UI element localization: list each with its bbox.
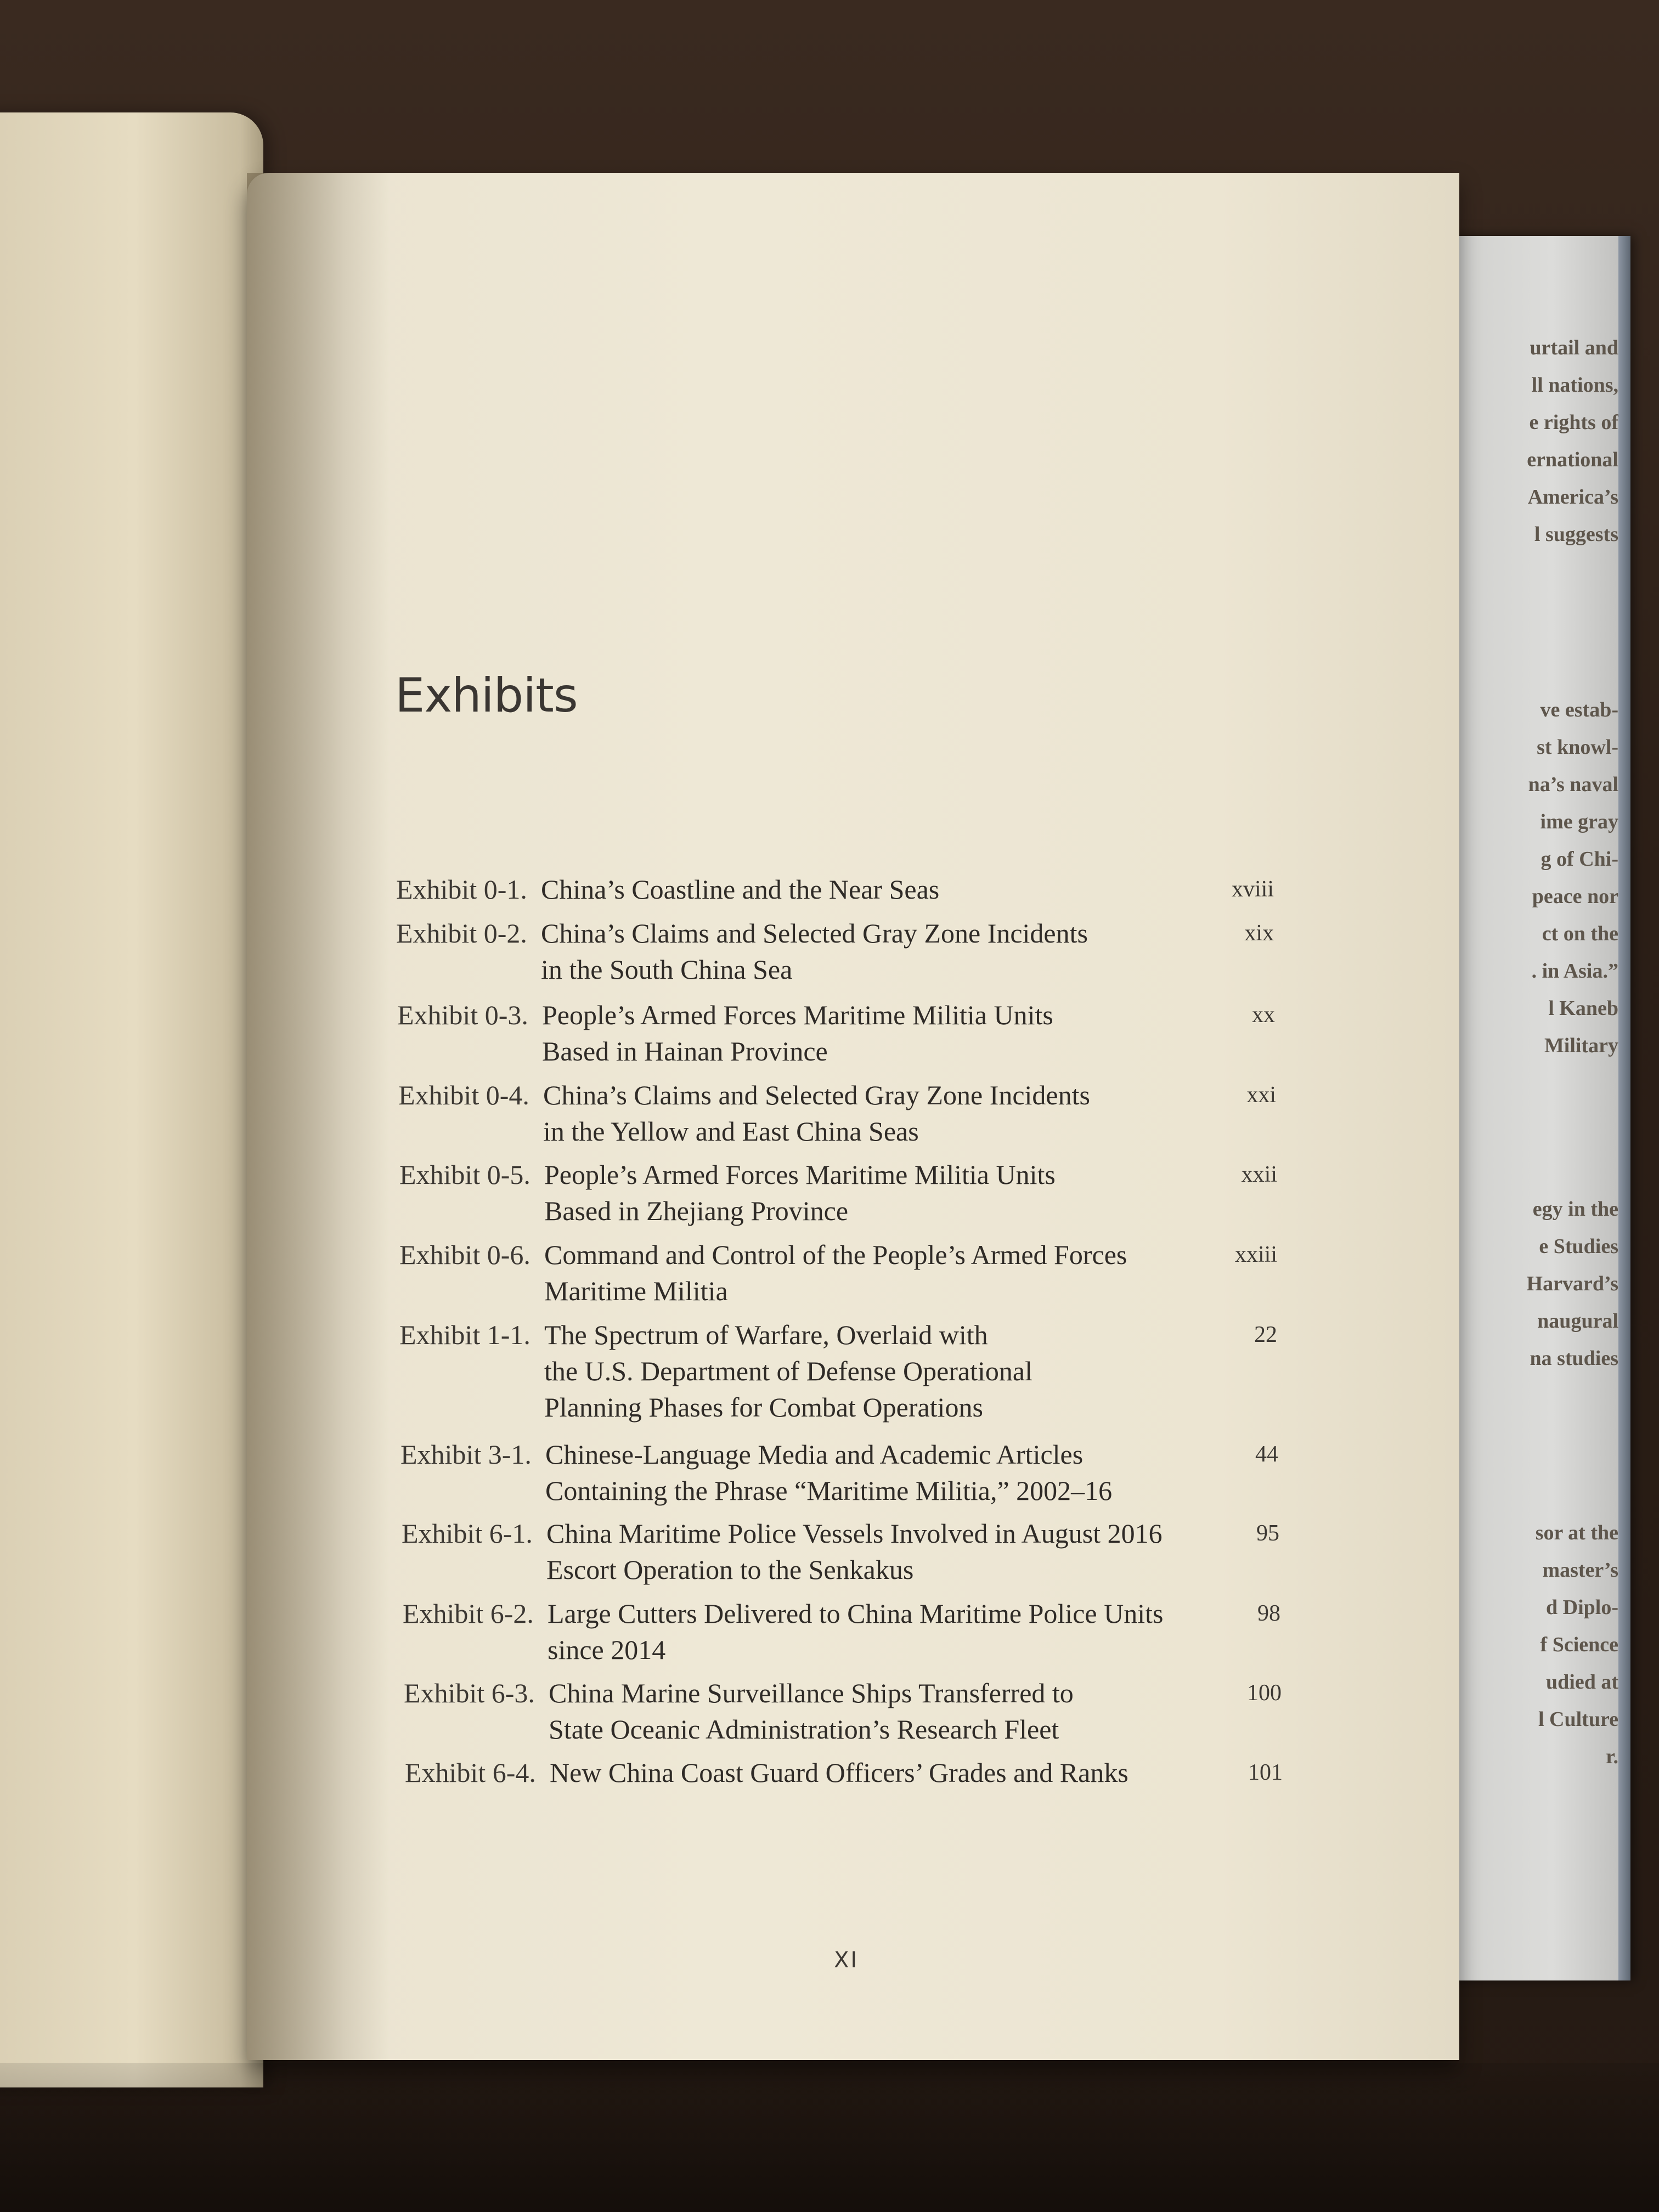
exhibit-title <box>543 1077 1190 1149</box>
exhibit-number: Exhibit 0-6. <box>399 1239 531 1270</box>
exhibit-page-number: 95 <box>1256 1521 1279 1546</box>
exhibit-title-line: China Marine Surveillance Ships Transferred to <box>549 1678 1074 1708</box>
exhibit-number: Exhibit 3-1. <box>400 1439 532 1470</box>
exhibit-page-number: xxi <box>1246 1082 1276 1108</box>
bottom-shadow <box>0 2063 1659 2212</box>
exhibit-number: Exhibit 6-3. <box>404 1678 535 1708</box>
exhibit-number: Exhibit 0-2. <box>396 918 527 949</box>
back-cover-text-line: egy in the <box>1532 1198 1618 1221</box>
back-cover-text-line: naugural <box>1537 1310 1618 1333</box>
exhibit-title <box>542 997 1189 1069</box>
back-cover-text-line: Military <box>1544 1034 1618 1057</box>
back-cover-text-line: l Culture <box>1538 1708 1618 1731</box>
exhibit-page-number: xviii <box>1231 877 1274 902</box>
back-cover-text-line: ll nations, <box>1531 374 1618 397</box>
exhibit-title-line: Based in Zhejiang Province <box>544 1195 849 1226</box>
exhibit-page-number: 98 <box>1257 1601 1280 1626</box>
exhibit-title-line: Escort Operation to the Senkakus <box>546 1554 914 1585</box>
back-cover-text-line: peace nor <box>1532 885 1618 908</box>
exhibit-title <box>550 1754 1197 1791</box>
exhibit-page-number: 100 <box>1247 1680 1282 1706</box>
exhibit-title-line: People’s Armed Forces Maritime Militia Units <box>544 1159 1056 1190</box>
exhibit-number: Exhibit 1-1. <box>399 1319 531 1350</box>
exhibit-number: Exhibit 0-4. <box>398 1080 529 1110</box>
exhibit-page-number: xxii <box>1241 1162 1277 1187</box>
exhibit-title <box>544 1237 1192 1309</box>
exhibit-title-line: State Oceanic Administration’s Research Fleet <box>549 1714 1059 1745</box>
exhibit-title-line: Command and Control of the People’s Armed Forces <box>544 1239 1127 1270</box>
exhibit-number: Exhibit 6-4. <box>405 1757 536 1788</box>
exhibit-title-line: Containing the Phrase “Maritime Militia,” 2002–16 <box>545 1475 1113 1506</box>
exhibit-title <box>548 1595 1195 1668</box>
page-title: Exhibits <box>395 668 578 723</box>
exhibit-title-line: Chinese-Language Media and Academic Articles <box>545 1439 1084 1470</box>
exhibit-title-line: Large Cutters Delivered to China Maritime Police Units <box>548 1598 1164 1629</box>
back-cover-text-line: g of Chi- <box>1541 848 1618 871</box>
exhibit-number: Exhibit 0-1. <box>396 874 527 905</box>
exhibit-title-line: The Spectrum of Warfare, Overlaid with <box>544 1319 988 1350</box>
back-cover-text-line: e rights of <box>1529 411 1618 434</box>
back-cover-text-line: d Diplo- <box>1546 1596 1618 1619</box>
exhibit-page-number: 44 <box>1255 1442 1278 1467</box>
exhibit-title <box>541 915 1188 988</box>
exhibit-title-line: in the Yellow and East China Seas <box>543 1116 919 1147</box>
back-cover-text-line: r. <box>1606 1745 1618 1768</box>
page-number: XI <box>834 1948 859 1973</box>
back-cover-text-line: ime gray <box>1540 810 1618 833</box>
exhibit-title-line: People’s Armed Forces Maritime Militia Units <box>542 1000 1053 1030</box>
exhibit-title-line: Maritime Militia <box>544 1276 728 1306</box>
exhibit-title-line: Based in Hainan Province <box>542 1036 828 1066</box>
exhibit-title-line: Planning Phases for Combat Operations <box>544 1392 983 1423</box>
back-cover-text-line: ve estab- <box>1540 698 1618 721</box>
exhibit-number: Exhibit 0-3. <box>397 1000 528 1030</box>
exhibit-title-line: China’s Claims and Selected Gray Zone Incidents <box>541 918 1088 949</box>
back-cover-text-line: ct on the <box>1542 922 1618 945</box>
exhibit-number: Exhibit 0-5. <box>399 1159 531 1190</box>
back-cover-text-line: l Kaneb <box>1548 997 1618 1020</box>
exhibit-page-number: 101 <box>1248 1760 1283 1785</box>
exhibit-title <box>549 1675 1196 1747</box>
back-cover-text-line: . in Asia.” <box>1531 960 1618 983</box>
back-cover-text-line: na’s naval <box>1528 773 1618 796</box>
exhibit-number: Exhibit 6-2. <box>403 1598 534 1629</box>
exhibit-title <box>544 1317 1192 1425</box>
back-cover-text-line: America’s <box>1527 486 1618 509</box>
exhibit-page-number: xix <box>1244 921 1274 946</box>
back-cover-text-line: urtail and <box>1530 336 1618 359</box>
exhibit-title <box>541 871 1188 907</box>
back-cover-text-line: f Science <box>1540 1633 1618 1656</box>
back-cover-text-line: Harvard’s <box>1526 1272 1618 1295</box>
back-cover-text-line: sor at the <box>1535 1521 1618 1544</box>
exhibit-title <box>545 1436 1193 1509</box>
exhibit-page-number: 22 <box>1254 1322 1277 1347</box>
exhibit-number: Exhibit 6-1. <box>402 1518 533 1549</box>
exhibit-title-line: New China Coast Guard Officers’ Grades and Ranks <box>550 1757 1128 1788</box>
back-cover-text-line: master’s <box>1542 1559 1618 1582</box>
exhibit-title-line: China’s Coastline and the Near Seas <box>541 874 940 905</box>
exhibit-title-line: the U.S. Department of Defense Operational <box>544 1356 1032 1386</box>
exhibit-page-number: xxiii <box>1234 1242 1277 1267</box>
exhibit-page-number: xx <box>1252 1002 1275 1028</box>
exhibit-title <box>544 1156 1192 1229</box>
exhibit-title-line: China Maritime Police Vessels Involved in August 2016 <box>546 1518 1163 1549</box>
exhibit-title-line: since 2014 <box>548 1634 666 1665</box>
back-cover-text-line: e Studies <box>1539 1235 1618 1258</box>
back-cover-text-line: st knowl- <box>1537 736 1618 759</box>
back-cover-text-line: na studies <box>1530 1347 1618 1370</box>
exhibit-title <box>546 1515 1194 1588</box>
back-cover-text-line: l suggests <box>1534 523 1618 546</box>
exhibit-title-line: in the South China Sea <box>541 954 793 985</box>
back-cover-text-line: ernational <box>1527 448 1618 471</box>
exhibit-title-line: China’s Claims and Selected Gray Zone Incidents <box>543 1080 1090 1110</box>
back-cover-text-line: udied at <box>1546 1671 1618 1694</box>
